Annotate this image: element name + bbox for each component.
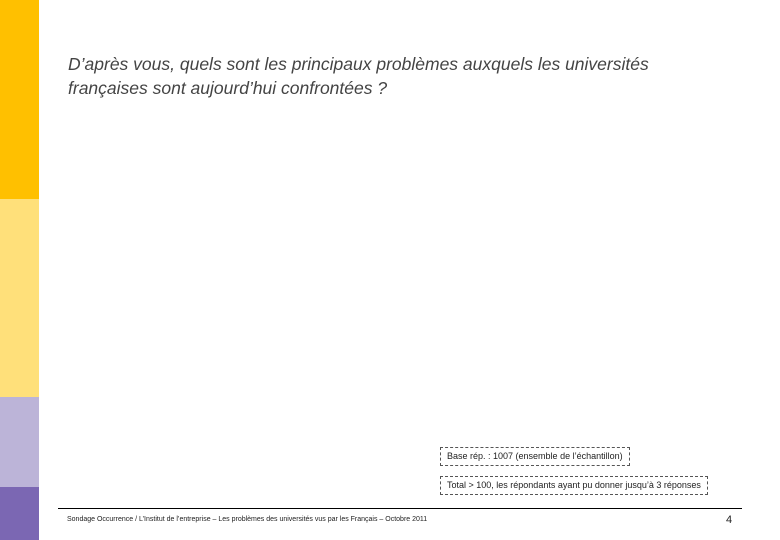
page-number: 4	[726, 514, 733, 526]
base-note-box	[440, 447, 630, 466]
total-note-text: Total > 100, les répondants ayant pu donner jusqu’à 3 réponses	[447, 480, 701, 490]
side-band-light-yellow	[0, 199, 39, 397]
footer-divider	[58, 508, 742, 509]
side-band-purple	[0, 487, 39, 540]
base-note-text: Base rép. : 1007 (ensemble de l’échantillon)	[447, 451, 623, 461]
side-band-orange	[0, 0, 39, 199]
slide-question-title: D’après vous, quels sont les principaux problèmes auxquels les universités françaises sont aujourd’hui confrontées ?	[68, 54, 649, 98]
footer-source-text: Sondage Occurrence / L’Institut de l’entreprise – Les problèmes des universités vus par les Français – Octobre 2011	[67, 516, 428, 523]
side-color-bar	[0, 0, 39, 540]
total-note-box	[440, 476, 708, 495]
side-band-lavender	[0, 397, 39, 487]
